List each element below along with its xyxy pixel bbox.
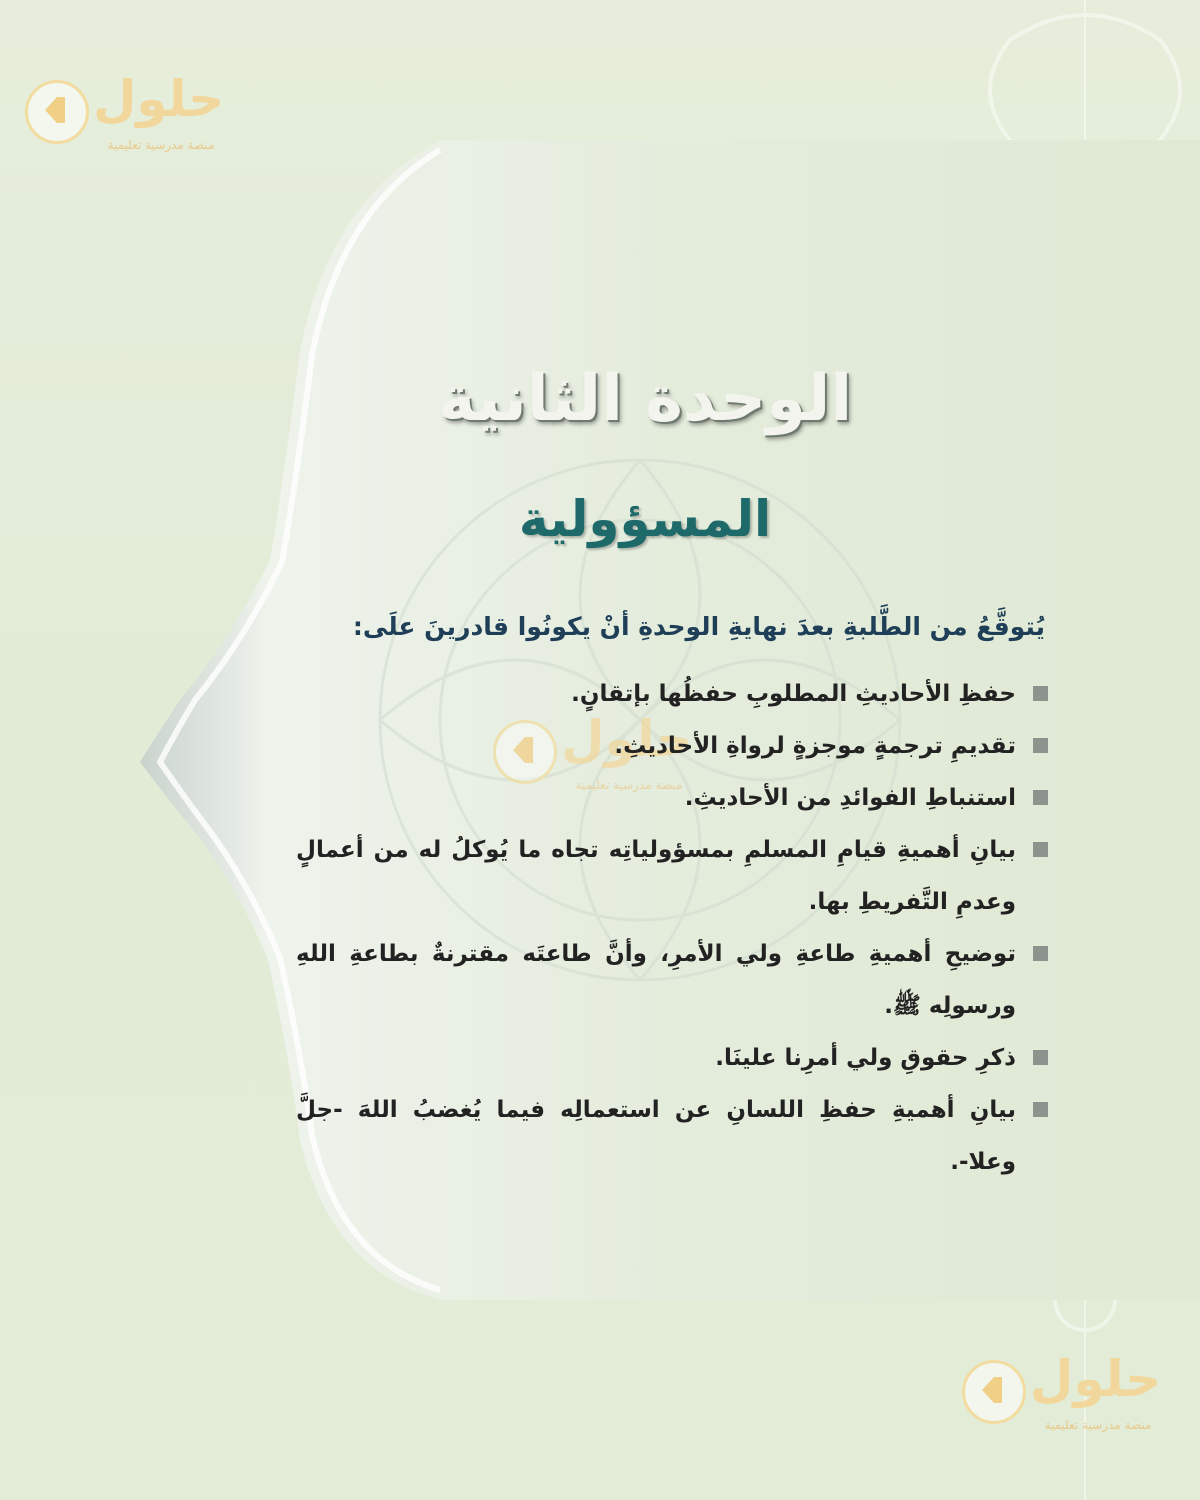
objective-item (296, 1084, 1048, 1188)
watermark-brand: حلول (561, 710, 693, 768)
unit-subtitle: المسؤولية (518, 490, 772, 548)
square-bullet-icon (1033, 686, 1048, 701)
objective-item (296, 772, 1048, 824)
objective-item (296, 1032, 1048, 1084)
objectives-intro: يُتوقَّعُ من الطَّلبةِ بعدَ نهايةِ الوحدةِ أنْ يكونُوا قادرينَ علَى: (352, 612, 1045, 641)
watermark-brand: حلول (1030, 1350, 1162, 1408)
square-bullet-icon (1033, 1102, 1048, 1117)
objective-item (296, 824, 1048, 928)
square-bullet-icon (1033, 790, 1048, 805)
logo-icon (962, 1360, 1026, 1424)
square-bullet-icon (1033, 842, 1048, 857)
watermark-logo-top-left (25, 70, 245, 168)
objective-item (296, 928, 1048, 1032)
objectives-list (296, 668, 1048, 1188)
watermark-brand: حلول (93, 70, 225, 128)
watermark-logo-bottom-right (962, 1350, 1182, 1448)
objective-text: توضيحِ أهميةِ طاعةِ ولي الأمرِ، وأنَّ طاعتَه مقترنةٌ بطاعةِ اللهِ ورسولِه ﷺ. (296, 941, 1016, 1019)
square-bullet-icon (1033, 738, 1048, 753)
watermark-tagline: منصة مدرسية تعليمية (1044, 1418, 1152, 1432)
square-bullet-icon (1033, 946, 1048, 961)
objective-text: حفظِ الأحاديثِ المطلوبِ حفظُها بإتقانٍ. (571, 681, 1016, 707)
watermark-tagline: منصة مدرسية تعليمية (107, 138, 215, 152)
objective-text: بيانِ أهميةِ قيامِ المسلمِ بمسؤولياتِه تجاه ما يُوكلُ له من أعمالٍ وعدمِ التَّفريطِ بها. (296, 837, 1016, 915)
watermark-tagline: منصة مدرسية تعليمية (575, 778, 683, 792)
unit-title: الوحدة الثانية (437, 362, 853, 436)
objective-text: ذكرِ حقوقِ ولي أمرِنا علينَا. (715, 1045, 1016, 1071)
objective-text: بيانِ أهميةِ حفظِ اللسانِ عن استعمالِه فيما يُغضبُ اللهَ -جلَّ وعلا-. (296, 1097, 1016, 1175)
objective-item (296, 720, 1048, 772)
logo-icon (25, 80, 89, 144)
objective-text: استنباطِ الفوائدِ من الأحاديثِ. (684, 785, 1016, 811)
objective-text: تقديمِ ترجمةٍ موجزةٍ لرواةِ الأحاديثِ. (614, 733, 1016, 759)
objective-item (296, 668, 1048, 720)
square-bullet-icon (1033, 1050, 1048, 1065)
